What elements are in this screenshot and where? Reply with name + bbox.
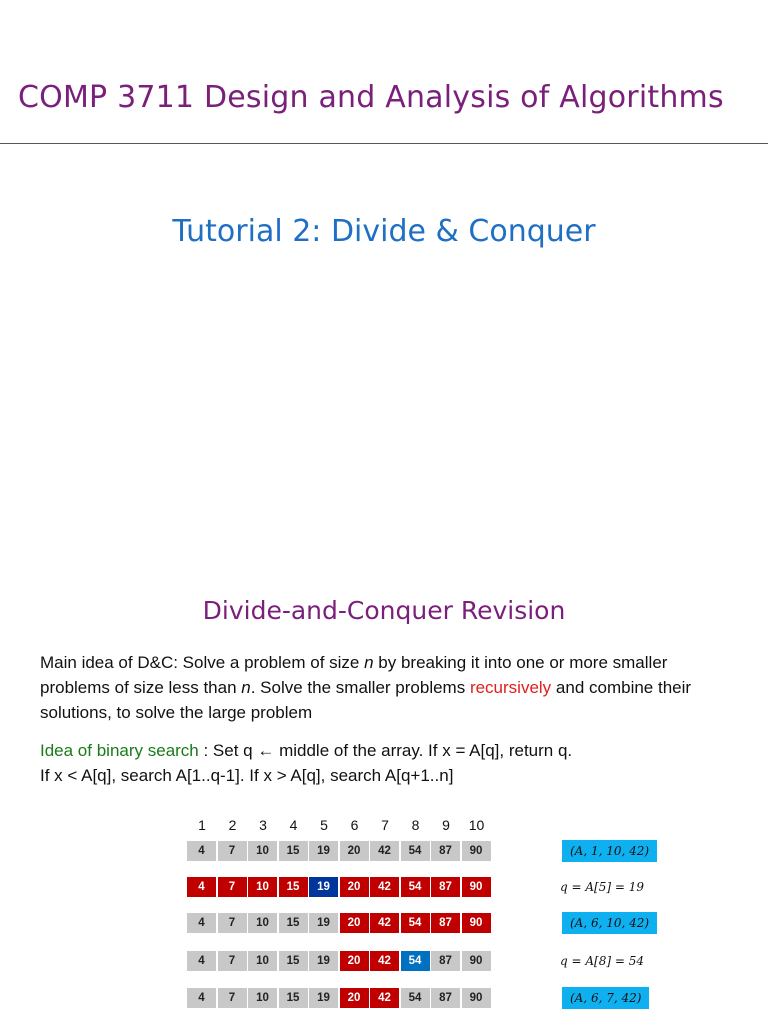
array-index: 6 [350,817,359,833]
binary-search-line-2: If x < A[q], search A[1..q-1]. If x > A[q], search A[q+1..n] [40,766,454,785]
array-row [187,877,497,897]
array-cell: 15 [279,877,309,897]
array-cell: 20 [340,877,370,897]
recursive-call-label: (A, 6, 7, 42) [562,987,649,1009]
array-index: 8 [411,817,420,833]
array-cell: 20 [340,988,370,1008]
array-cell: 42 [370,913,400,933]
array-cell: 7 [218,913,248,933]
array-cell: 20 [340,841,370,861]
array-index: 4 [289,817,298,833]
array-index: 3 [259,817,267,833]
array-cell: 90 [462,841,492,861]
array-cell: 4 [187,841,217,861]
recursively-highlight: recursively [469,678,552,697]
array-cell: 87 [431,877,461,897]
binary-search-lead: Idea of binary search [40,741,199,760]
array-cell: 87 [431,913,461,933]
array-cell: 42 [370,988,400,1008]
array-row [187,913,497,933]
array-row [187,988,497,1008]
course-title: COMP 3711 Design and Analysis of Algorithms [18,80,724,115]
binary-search-line-1: : Set q ← middle of the array. If x = A[q], return q. [198,741,573,760]
header-divider [0,143,768,144]
array-cell: 19 [309,951,339,971]
dc-main-idea [40,650,740,725]
para1-n-1: n [364,653,374,672]
array-index: 9 [442,817,450,833]
array-cell: 19 [309,841,339,861]
array-cell: 54 [401,988,431,1008]
para1-text-3: . Solve the smaller problems [250,678,470,697]
array-cell: 42 [370,877,400,897]
array-cell: 54 [401,951,431,971]
array-cell: 87 [431,841,461,861]
array-cell: 54 [401,841,431,861]
array-cell: 7 [218,877,248,897]
para1-n-2: n [241,678,251,697]
array-cell: 90 [462,988,492,1008]
array-cell: 7 [218,951,248,971]
array-cell: 15 [279,841,309,861]
para1-text-2: by breaking it into one or more smaller problems of size less than [40,653,668,697]
array-cell: 54 [401,913,431,933]
array-cell: 4 [187,877,217,897]
array-cell: 10 [248,988,278,1008]
para1-text-4: and combine their solutions, to solve the large problem [40,678,692,722]
array-index: 7 [381,817,389,833]
array-cell: 7 [218,988,248,1008]
array-index: 1 [198,817,206,833]
binary-search-idea [40,738,740,788]
para1-text-1: Main idea of D&C: Solve a problem of size [40,653,365,672]
midpoint-label: q = A[5] = 19 [560,880,644,894]
array-cell: 10 [248,913,278,933]
midpoint-label: q = A[8] = 54 [560,954,644,968]
array-index: 2 [228,817,237,833]
recursive-call-label: (A, 1, 10, 42) [562,840,657,862]
section-title: Divide-and-Conquer Revision [202,596,566,625]
tutorial-title: Tutorial 2: Divide & Conquer [172,214,596,249]
array-cell: 15 [279,951,309,971]
array-index: 10 [468,817,485,833]
array-cell: 87 [431,951,461,971]
array-cell: 90 [462,951,492,971]
array-cell: 4 [187,913,217,933]
array-cell: 19 [309,877,339,897]
array-cell: 87 [431,988,461,1008]
array-cell: 7 [218,841,248,861]
array-cell: 4 [187,988,217,1008]
array-cell: 54 [401,877,431,897]
array-cell: 90 [462,913,492,933]
array-cell: 20 [340,913,370,933]
array-cell: 10 [248,877,278,897]
array-cell: 19 [309,988,339,1008]
array-cell: 42 [370,951,400,971]
array-cell: 10 [248,841,278,861]
array-cell: 20 [340,951,370,971]
array-cell: 15 [279,913,309,933]
array-cell: 90 [462,877,492,897]
array-cell: 4 [187,951,217,971]
array-cell: 19 [309,913,339,933]
array-cell: 42 [370,841,400,861]
array-row [187,951,497,971]
array-index: 5 [320,817,328,833]
array-cell: 10 [248,951,278,971]
recursive-call-label: (A, 6, 10, 42) [562,912,657,934]
array-cell: 15 [279,988,309,1008]
array-row [187,841,497,861]
